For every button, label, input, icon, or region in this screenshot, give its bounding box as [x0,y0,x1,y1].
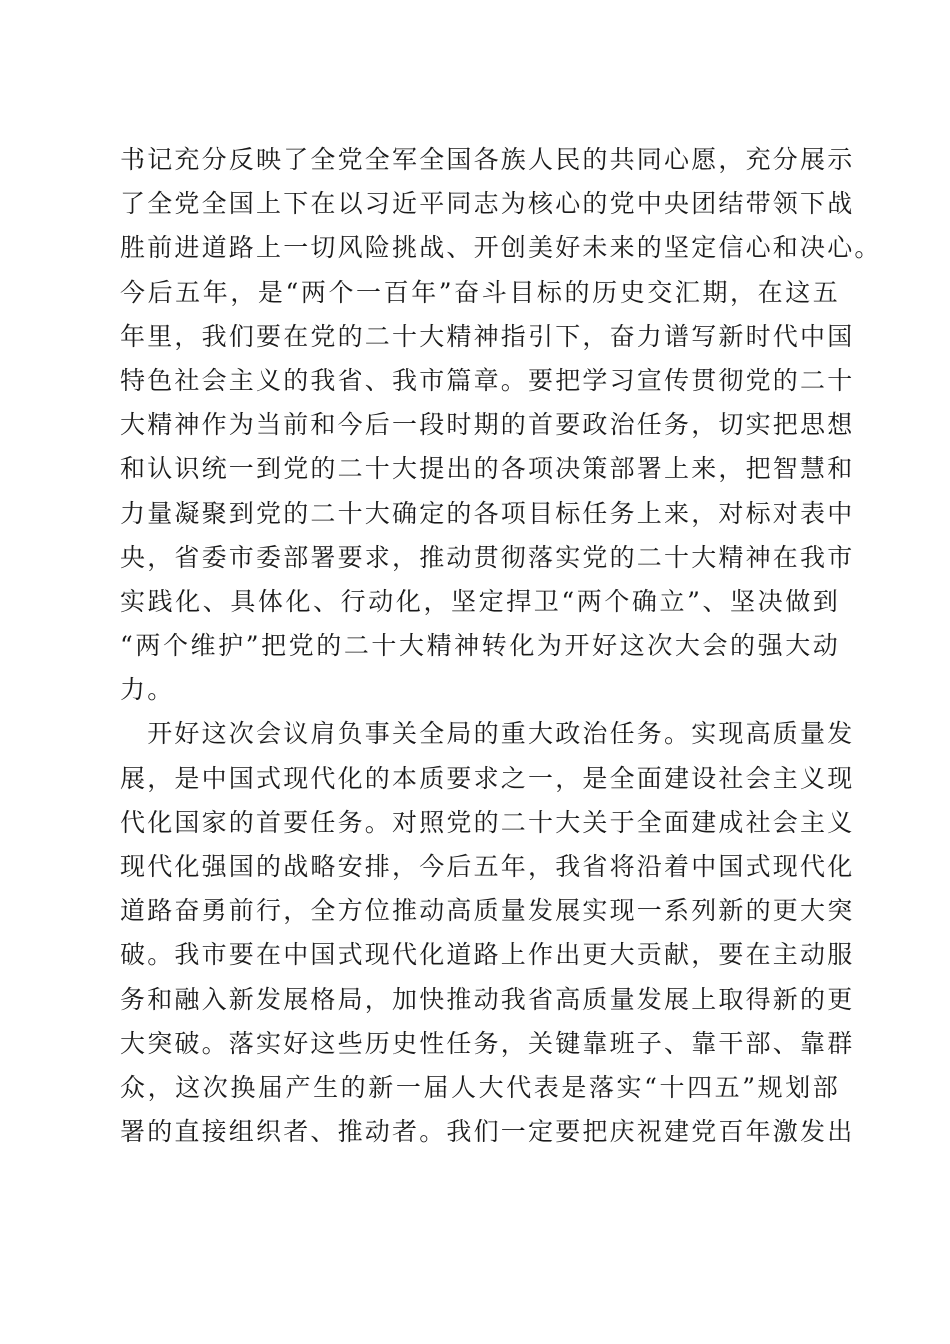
text-line: 大突破。落实好这些历史性任务，关键靠班子、靠干部、靠群 [120,1028,855,1058]
text-line: 年里，我们要在党的二十大精神指引下，奋力谱写新时代中国 [120,321,855,351]
text-line: 今后五年，是“两个一百年”奋斗目标的历史交汇期，在这五 [120,277,840,307]
text-line: 大精神作为当前和今后一段时期的首要政治任务，切实把思想 [120,410,855,440]
text-line: 力量凝聚到党的二十大确定的各项目标任务上来，对标对表中 [120,498,855,528]
text-line: 和认识统一到党的二十大提出的各项决策部署上来，把智慧和 [120,454,855,484]
text-line: 破。我市要在中国式现代化道路上作出更大贡献，要在主动服 [120,940,855,970]
text-line: 特色社会主义的我省、我市篇章。要把学习宣传贯彻党的二十 [120,365,855,395]
text-line: 现代化强国的战略安排，今后五年，我省将沿着中国式现代化 [120,852,855,881]
text-line: 众，这次换届产生的新一届人大代表是落实“十四五”规划部 [120,1072,840,1102]
text-line: 胜前进道路上一切风险挑战、开创美好未来的坚定信心和决心。 [120,233,882,263]
text-line: 实践化、具体化、行动化，坚定捍卫“两个确立”、坚决做到 [120,586,840,616]
body-text [120,138,882,1154]
text-line: “两个维护”把党的二十大精神转化为开好这次大会的强大动 [120,631,840,661]
text-line: 道路奋勇前行，全方位推动高质量发展实现一系列新的更大突 [120,896,855,926]
text-line: 务和融入新发展格局，加快推动我省高质量发展上取得新的更 [120,984,855,1014]
text-line: 央，省委市委部署要求，推动贯彻落实党的二十大精神在我市 [120,542,855,572]
text-line: 展，是中国式现代化的本质要求之一，是全面建设社会主义现 [120,763,855,793]
text-line: 代化国家的首要任务。对照党的二十大关于全面建成社会主义 [120,807,855,837]
text-line: 力。 [120,675,175,705]
paragraph [120,138,882,712]
paragraph [120,712,855,1154]
text-line: 了全党全国上下在以习近平同志为核心的党中央团结带领下战 [120,189,855,219]
text-line: 书记充分反映了全党全军全国各族人民的共同心愿，充分展示 [120,145,855,174]
text-line: 署的直接组织者、推动者。我们一定要把庆祝建党百年激发出 [120,1117,855,1147]
text-line: 开好这次会议肩负事关全局的重大政治任务。实现高质量发 [120,719,855,749]
